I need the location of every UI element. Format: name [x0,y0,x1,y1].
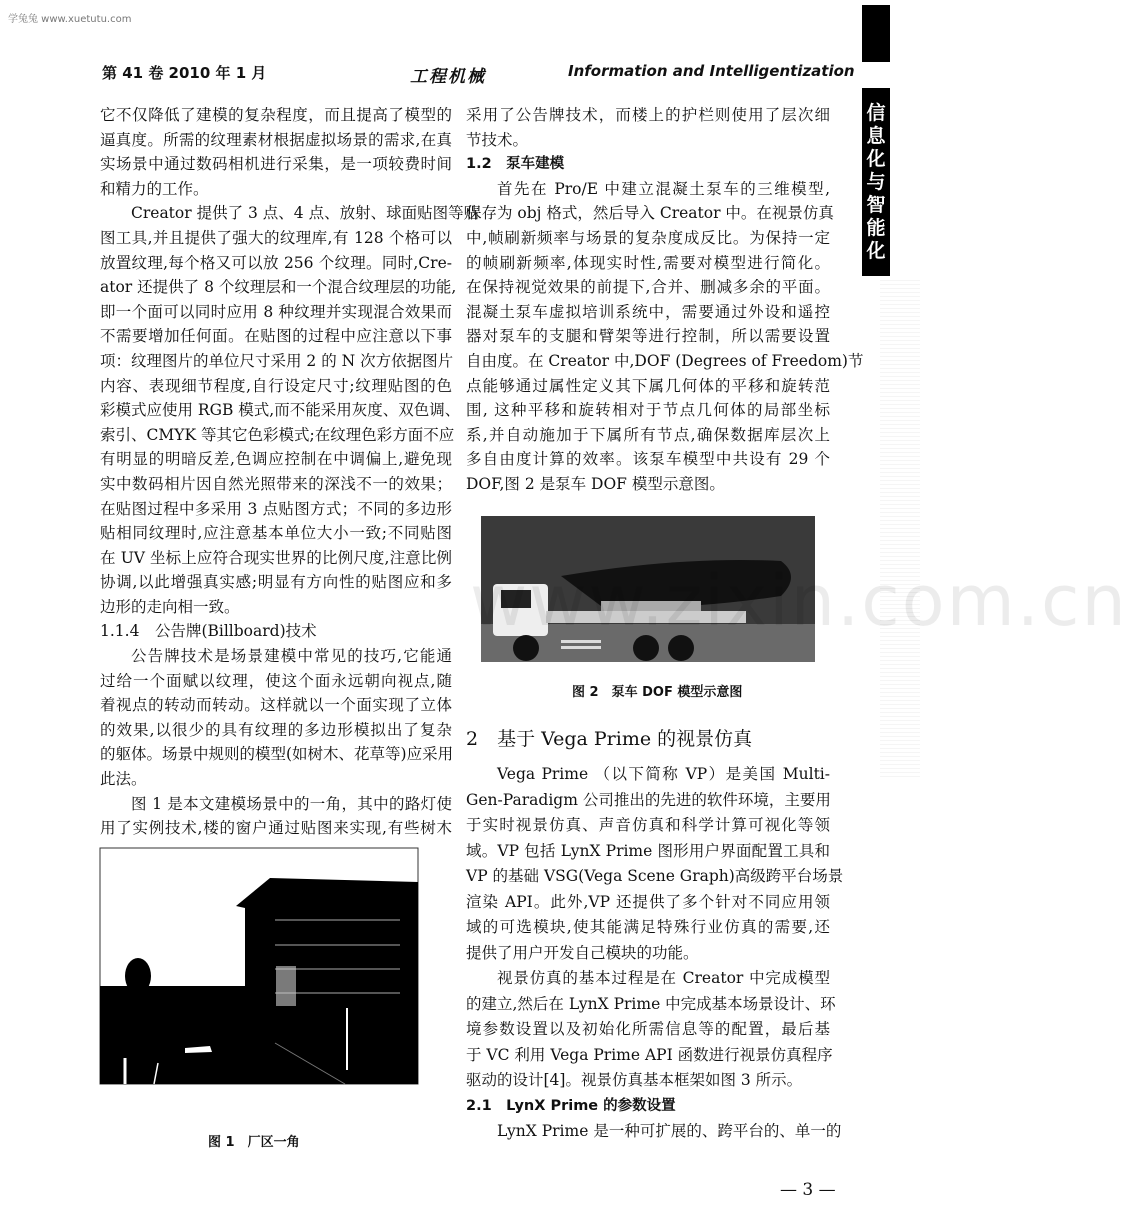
side-tab-char: 息 [866,125,886,147]
paragraph-line: 过给一个面赋以纹理，使这个面永远朝向视点,随 [100,671,452,690]
side-tab-char: 与 [866,171,886,193]
left-column [100,103,480,841]
paragraph-line: 不需要增加任何面。在贴图的过程中应注意以下事 [100,327,452,346]
right-column-top [466,103,864,497]
paragraph-line: Creator 提供了 3 点、4 点、放射、球面贴图等贴 [131,204,480,223]
paragraph-line: 用了实例技术,楼的窗户通过贴图来实现,有些树木 [100,819,452,838]
paragraph-line: Gen-Paradigm 公司推出的先进的软件环境，主要用 [466,790,831,809]
paragraph-line: LynX Prime 是一种可扩展的、跨平台的、单一的 [497,1122,842,1140]
paragraph-line: 索引、CMYK 等其它色彩模式;在纹理色彩方面不应 [100,425,455,444]
paragraph-line: 的建立,然后在 LynX Prime 中完成基本场景设计、环 [466,994,836,1013]
paragraph-line: VP 的基础 VSG(Vega Scene Graph)高级跨平台场景 [466,867,844,885]
paragraph-line: 域。VP 包括 LynX Prime 图形用户界面配置工具和 [466,841,830,860]
paragraph-line: 的帧刷新频率,体现实时性,需要对模型进行简化。 [466,253,830,272]
section-heading: 1.2 泵车建模 [466,156,565,173]
paragraph-line: 器对泵车的支腿和臂架等进行控制，所以需要设置 [466,327,830,346]
paragraph-line: ator 还提供了 8 个纹理层和一个混合纹理层的功能, [100,278,457,297]
paragraph-line: 点能够通过属性定义其下属几何体的平移和旋转范 [466,376,830,395]
paragraph-line: 它不仅降低了建模的复杂程度，而且提高了模型的 [100,106,452,124]
paragraph-line: 系,并自动施加于下属所有节点,确保数据库层次上 [466,425,830,444]
paragraph-line: 在保持视觉效果的前提下,合并、删减多余的平面。 [466,278,830,297]
paragraph-line: 边形的走向相一致。 [100,597,240,616]
paragraph-line: 逼真度。所需的纹理素材根据虚拟场景的需求,在真 [100,130,452,149]
paragraph-line: 中,帧刷新频率与场景的复杂度成反比。为保持一定 [466,228,830,247]
section-2-heading: 2 基于 Vega Prime 的视景仿真 [466,728,753,750]
side-tab-char: 智 [866,194,886,216]
header-journal-name: 工程机械 [410,67,486,87]
paragraph-line: 贴相同纹理时,应注意基本单位大小一致;不同贴图 [100,524,452,543]
paragraph-line: 混凝土泵车虚拟培训系统中，需要通过外设和遥控 [466,302,830,321]
header-section: Information and Intelligentization [568,62,855,80]
paragraph-line: 提供了用户开发自己模块的功能。 [466,943,699,962]
paragraph-line: Vega Prime （以下简称 VP）是美国 Multi- [497,765,830,783]
paragraph-line: 彩模式应使用 RGB 模式,而不能采用灰度、双色调、 [100,401,461,420]
figure-2-caption: 图 2 泵车 DOF 模型示意图 [572,685,743,700]
paragraph-line: 即一个面可以同时应用 8 种纹理并实现混合效果而 [100,302,452,321]
side-tab-section [862,88,890,276]
paragraph-line: 内容、表现细节程度,自行设定尺寸;纹理贴图的色 [100,376,452,395]
paragraph-line: 于 VC 利用 Vega Prime API 函数进行视景仿真程序 [466,1045,833,1064]
paragraph-line: 渲染 API。此外,VP 还提供了多个针对不同应用领 [466,892,830,911]
paragraph-line: 驱动的设计[4]。视景仿真基本框架如图 3 所示。 [466,1071,803,1089]
side-tab-char: 化 [866,148,886,170]
paragraph-line: 在贴图过程中多采用 3 点贴图方式；不同的多边形 [100,499,452,518]
paragraph-line: 的效果,以很少的具有纹理的多边形模拟出了复杂 [100,720,452,739]
paragraph-line: 和精力的工作。 [100,179,209,198]
paragraph-line: 协调,以此增强真实感;明显有方向性的贴图应和多 [100,573,452,592]
paragraph-line: 公告牌技术是场景建模中常见的技巧,它能通 [131,647,452,666]
paragraph-line: 于实时视景仿真、声音仿真和科学计算可视化等领 [466,816,830,834]
paragraph-line: 实中数码相片因自然光照带来的深浅不一的效果； [100,474,452,493]
page-number: — 3 — [780,1180,836,1200]
paragraph-line: 保存为 obj 格式，然后导入 Creator 中。在视景仿真 [466,204,834,223]
paragraph-line: 节技术。 [466,130,529,149]
paragraph-line: 项：纹理图片的单位尺寸采用 2 的 N 次方依据图片 [100,351,454,370]
paragraph-line: 着视点的转动而转动。这样就以一个面实现了立体 [100,696,452,715]
figure-1-factory-scene-image [100,848,418,1084]
paragraph-line: DOF,图 2 是泵车 DOF 模型示意图。 [466,474,725,493]
figure-1-caption: 图 1 厂区一角 [208,1135,300,1150]
side-tab-char: 化 [866,240,886,262]
paragraph-line: 放置纹理,每个格又可以放 256 个纹理。同时,Cre- [100,253,452,272]
paragraph-line: 在 UV 坐标上应符合现实世界的比例尺度,注意比例 [100,548,452,567]
side-tab-marker [862,5,890,62]
right-column-bottom [466,762,844,1145]
source-stamp: 学兔兔 www.xuetutu.com [8,14,132,25]
watermark: www.zixin.com.cn [470,560,1128,642]
paragraph-line: 图工具,并且提供了强大的纹理库,有 128 个格可以 [100,228,452,247]
paragraph-line: 围, 这种平移和旋转相对于节点几何体的局部坐标 [466,401,830,420]
paragraph-line: 的躯体。场景中规则的模型(如树木、花草等)应采用 [100,745,454,764]
paragraph-line: 采用了公告牌技术，而楼上的护栏则使用了层次细 [466,106,830,124]
scan-edge-noise [880,280,920,780]
paragraph-line: 有明显的明暗反差,色调应控制在中调偏上,避免现 [100,450,452,469]
paragraph-line: 实场景中通过数码相机进行采集，是一项较费时间 [100,155,452,174]
side-tab-char: 信 [866,102,886,124]
header-issue: 第 41 卷 2010 年 1 月 [102,64,267,82]
paragraph-line: 此法。 [100,770,147,789]
paragraph-line: 境参数设置以及初始化所需信息等的配置，最后基 [466,1020,830,1038]
paragraph-line: 图 1 是本文建模场景中的一角，其中的路灯使 [131,794,452,813]
section-heading: 2.1 LynX Prime 的参数设置 [466,1097,676,1114]
paragraph-line: 多自由度计算的效率。该泵车模型中共设有 29 个 [466,450,830,469]
paragraph-line: 域的可选模块,使其能满足特殊行业仿真的需要,还 [466,918,830,936]
side-tab-char: 能 [866,217,886,239]
paragraph-line: 自由度。在 Creator 中,DOF (Degrees of Freedom)节 [466,351,864,370]
paragraph-line: 视景仿真的基本过程是在 Creator 中完成模型 [497,969,830,987]
section-heading: 1.1.4 公告牌(Billboard)技术 [100,622,317,641]
paragraph-line: 首先在 Pro/E 中建立混凝土泵车的三维模型, [497,179,830,198]
